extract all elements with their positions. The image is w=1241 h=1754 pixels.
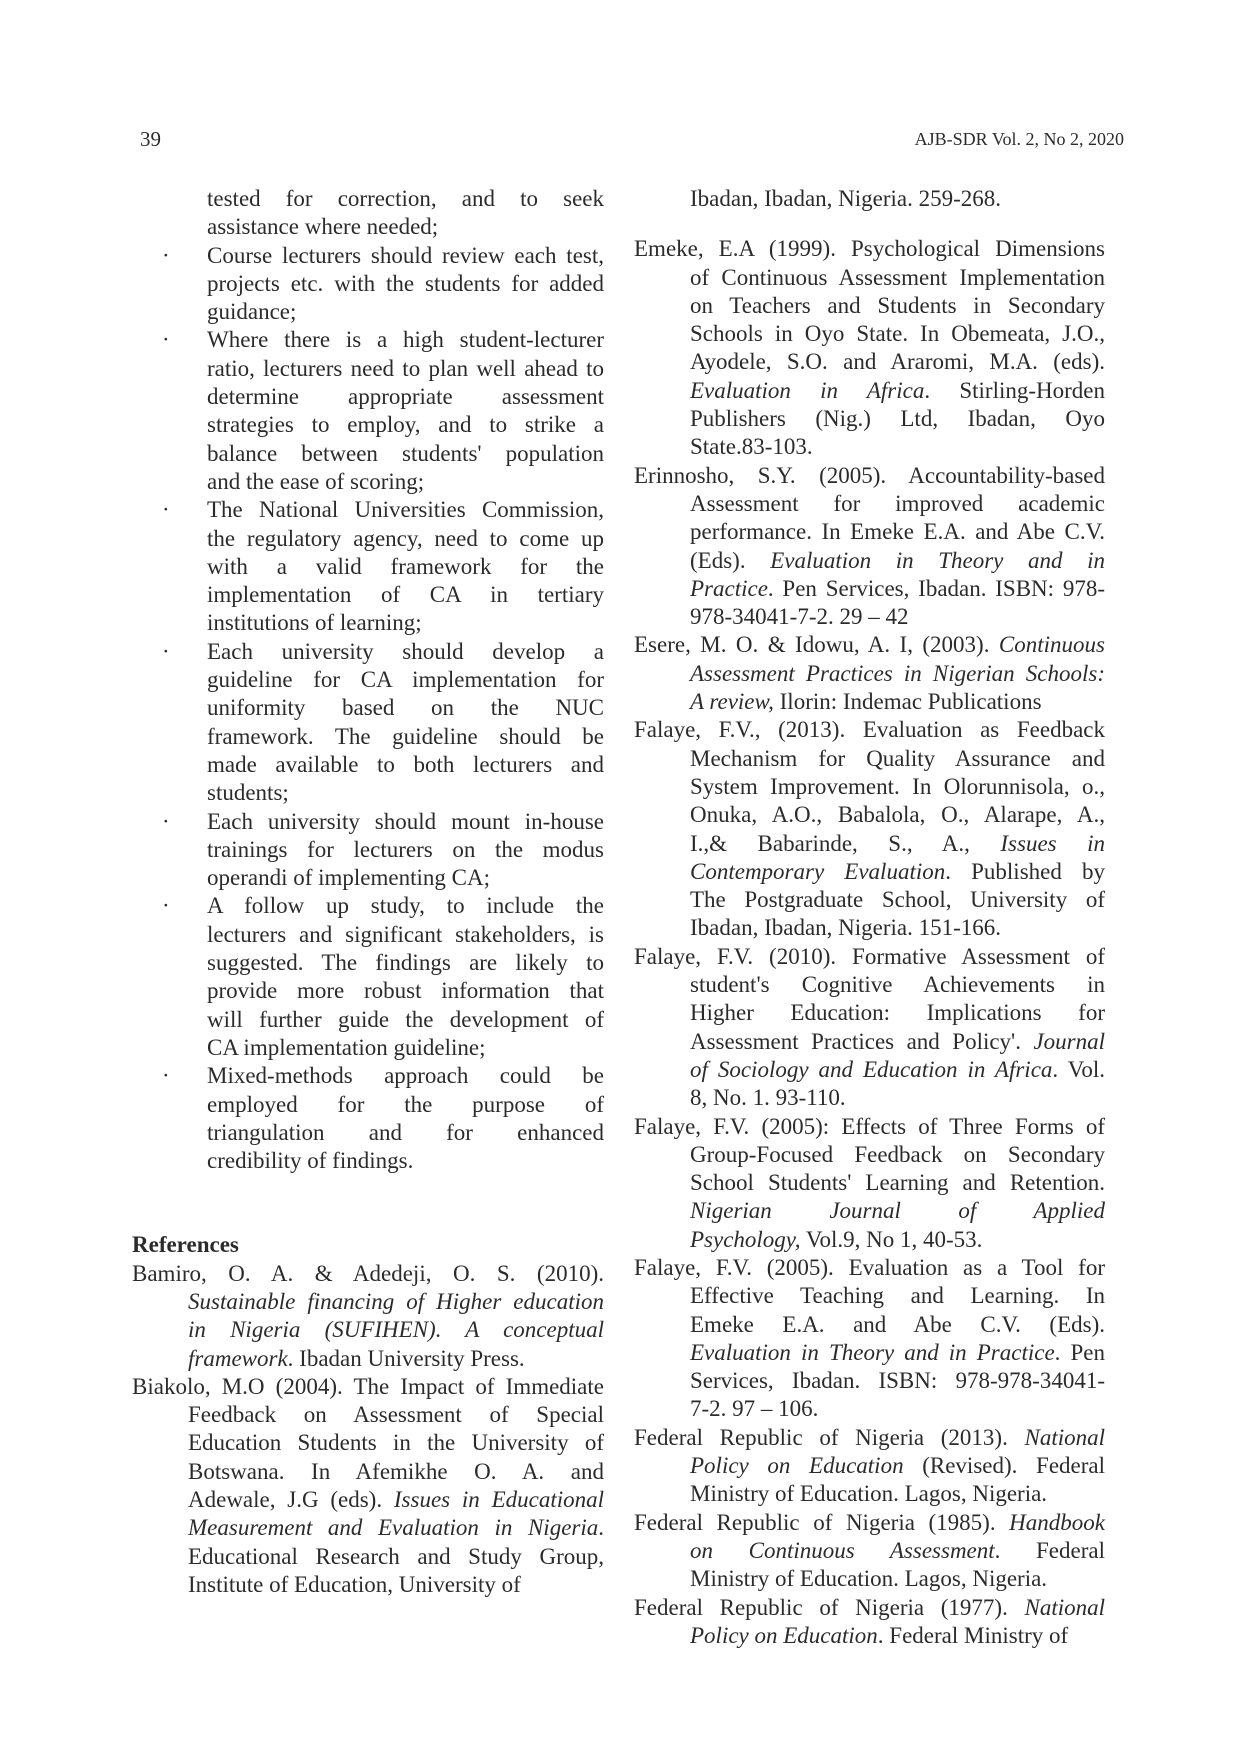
reference-text: Falaye, F.V. (2005): Effects of Three Forms of [634,1113,1105,1139]
bullet-item [132,808,604,893]
reference-text: Assessment for improved academic [690,490,1105,516]
reference-line [634,1339,1105,1367]
reference-text: Federal Republic of Nigeria (1985). [634,1509,1010,1535]
reference-text: Ministry of Education. Lagos, Nigeria. [690,1481,1048,1507]
reference-text: . Stirling-Horden [924,377,1105,403]
reference-line [132,1514,604,1542]
text-line: the regulatory agency, need to come up [207,525,604,551]
reference-line [634,1594,1105,1622]
reference-text: Mechanism for Quality Assurance and [690,745,1105,771]
reference-line [634,518,1105,546]
reference-line [634,185,1105,213]
reference-line [634,1424,1105,1452]
bullet-dot-icon: · [162,893,170,919]
reference-line [634,745,1105,773]
reference-text: performance. In Emeke E.A. and Abe C.V. [690,519,1105,545]
reference-entry [634,716,1105,942]
reference-entry [634,1594,1105,1651]
italic-title-text: Continuous [998,632,1105,658]
reference-text: Erinnosho, S.Y. (2005). Accountability-based [634,462,1105,488]
reference-text: I.,& Babarinde, S., A., [690,830,1001,856]
reference-line [634,1622,1105,1650]
italic-title-text: Sustainable financing of Higher education [188,1288,604,1314]
reference-line [634,547,1105,575]
reference-text: Institute of Education, University of [188,1571,521,1597]
text-line: credibility of findings. [207,1148,414,1174]
reference-text: Bamiro, O. A. & Adedeji, O. S. (2010). [132,1260,604,1286]
italic-title-text: Issues in Educational [393,1487,604,1513]
reference-line [634,1452,1105,1480]
reference-line [634,235,1105,263]
reference-line [634,688,1105,716]
text-line: ratio, lecturers need to plan well ahead to [207,355,604,381]
text-line: and the ease of scoring; [207,468,425,494]
reference-line [634,999,1105,1027]
reference-line [634,575,1105,603]
reference-text: 8, No. 1. 93-110. [690,1085,846,1111]
reference-text: . Published by [945,858,1105,884]
reference-text: . Vol. [1052,1056,1106,1082]
reference-line [132,1429,604,1457]
reference-entry [634,462,1105,632]
italic-title-text: Evaluation in Africa [690,377,925,403]
reference-text: Adewale, J.G (eds). [188,1487,394,1513]
reference-line [634,1169,1105,1197]
bullet-item [132,638,604,808]
reference-text: . Federal [994,1537,1105,1563]
reference-line [132,1288,604,1316]
text-line: students; [207,780,289,806]
text-line: suggested. The findings are likely to [207,950,604,976]
right-column [634,185,1105,1650]
reference-text: Emeke, E.A (1999). Psychological Dimensions [634,236,1105,262]
reference-text: (Eds). [690,547,771,573]
text-line: institutions of learning; [207,610,422,636]
text-line: Each university should develop a [207,638,604,664]
reference-text: Esere, M. O. & Idowu, A. I, (2003). [634,632,999,658]
reference-line [634,1141,1105,1169]
reference-line [634,1056,1105,1084]
recommendations-list [132,242,604,1176]
italic-title-text: framework [188,1345,288,1371]
text-line: assistance where needed; [207,214,439,240]
reference-line [634,1537,1105,1565]
italic-title-text: Policy on Education [690,1622,878,1648]
reference-text: Falaye, F.V. (2005). Evaluation as a Tool for [634,1254,1105,1280]
reference-entry [132,1373,604,1599]
text-line: tested for correction, and to seek [207,186,604,211]
reference-text: Schools in Oyo State. In Obemeata, J.O., [690,321,1105,347]
text-line: provide more robust information that [207,978,604,1004]
reference-text: Higher Education: Implications for [690,1000,1105,1026]
spacer [132,1175,604,1231]
reference-line [634,490,1105,518]
italic-title-text: Journal [1033,1028,1105,1054]
reference-line [132,1458,604,1486]
reference-line [634,801,1105,829]
reference-line [634,405,1105,433]
text-line: Where there is a high student-lecturer [207,327,604,353]
reference-line [634,660,1105,688]
reference-line [634,462,1105,490]
reference-entry [634,631,1105,716]
text-line: The National Universities Commission, [207,497,604,523]
continued-reference-text [634,185,1105,213]
reference-text: State.83-103. [690,434,813,460]
bullet-dot-icon: · [162,1063,170,1089]
reference-line [132,1316,604,1344]
reference-text: Ayodele, S.O. and Araromi, M.A. (eds). [690,349,1105,375]
spacer [634,213,1105,235]
reference-text: Federal Republic of Nigeria (1977). [634,1594,1025,1620]
text-line: uniformity based on the NUC [207,695,604,721]
text-line: balance between students' population [207,440,604,466]
reference-line [634,886,1105,914]
text-line: CA implementation guideline; [207,1034,486,1060]
text-line: triangulation and for enhanced [207,1119,604,1145]
text-line: will further guide the development of [207,1006,604,1032]
italic-title-text: National [1024,1594,1105,1620]
text-line: projects etc. with the students for added [207,270,604,296]
reference-text: System Improvement. In Olorunnisola, o., [690,773,1105,799]
reference-line [634,264,1105,292]
reference-text: . [598,1515,604,1541]
reference-text: of Continuous Assessment Implementation [690,264,1105,290]
references-heading: References [132,1232,239,1258]
text-line: guidance; [207,299,297,325]
reference-text: Educational Research and Study Group, [188,1543,604,1569]
reference-line [634,1311,1105,1339]
reference-text: on Teachers and Students in Secondary [690,292,1105,318]
text-line: employed for the purpose of [207,1091,604,1117]
text-line: implementation of CA in tertiary [207,582,604,608]
left-column [132,185,604,1599]
italic-title-text: Assessment Practices in Nigerian Schools: [690,660,1105,686]
reference-line [634,377,1105,405]
bullet-dot-icon: · [162,808,170,834]
reference-line [634,1084,1105,1112]
references-list-left [132,1260,604,1600]
reference-entry [634,1254,1105,1424]
italic-title-text: Evaluation in Theory and in Practice [690,1339,1055,1365]
reference-line [634,1254,1105,1282]
text-line: with a valid framework for the [207,553,604,579]
bullet-dot-icon: · [162,327,170,353]
italic-title-text: Issues in [1000,830,1105,856]
reference-text: 7-2. 97 – 106. [690,1396,819,1422]
reference-line [634,1509,1105,1537]
reference-line [634,943,1105,971]
reference-line [132,1571,604,1599]
reference-entry [634,1509,1105,1594]
reference-line [634,320,1105,348]
reference-line [132,1401,604,1429]
reference-line [634,830,1105,858]
reference-text: student's Cognitive Achievements in [690,972,1105,998]
italic-title-text: National [1024,1424,1105,1450]
reference-text: Education Students in the University of [188,1430,604,1456]
text-line: lecturers and significant stakeholders, is [207,921,604,947]
reference-line [634,1367,1105,1395]
text-line: made available to both lecturers and [207,751,604,777]
italic-title-text: Practice [690,575,768,601]
bullet-item [132,1062,604,1175]
reference-text: Assessment Practices and Policy'. [690,1028,1034,1054]
reference-line [634,858,1105,886]
bullet-item [132,496,604,637]
reference-line [132,1345,604,1373]
reference-text: Publishers (Nig.) Ltd, Ibadan, Oyo [690,406,1105,432]
reference-text: The Postgraduate School, University of [690,887,1105,913]
italic-title-text: Measurement and Evaluation in Nigeria [188,1515,599,1541]
reference-text: . Pen [1054,1339,1105,1365]
italic-title-text: Contemporary Evaluation [690,858,946,884]
page-number: 39 [140,127,161,151]
reference-line [634,1028,1105,1056]
reference-line [634,1565,1105,1593]
text-line: guideline for CA implementation for [207,667,604,693]
italic-title-text: Nigerian Journal of Applied [690,1198,1105,1224]
reference-entry [634,943,1105,1113]
reference-line [634,603,1105,631]
reference-text: 978-34041-7-2. 29 – 42 [690,604,909,630]
italic-title-text: Handbook [1009,1509,1105,1535]
reference-text: Vol.9, No 1, 40-53. [800,1226,983,1252]
reference-text: Biakolo, M.O (2004). The Impact of Immediate [132,1373,604,1399]
reference-line [634,1480,1105,1508]
bullet-item [132,892,604,1062]
text-line: framework. The guideline should be [207,723,604,749]
reference-text: Group-Focused Feedback on Secondary [690,1141,1105,1167]
reference-line [132,1486,604,1514]
bullet-dot-icon: · [162,638,170,664]
reference-text: School Students' Learning and Retention. [690,1170,1105,1196]
bullet-dot-icon: · [162,242,170,268]
text-line: Mixed-methods approach could be [207,1063,604,1089]
reference-line [132,1260,604,1288]
reference-text: Ibadan, Ibadan, Nigeria. 259-268. [690,186,1002,211]
text-line: Course lecturers should review each test, [207,242,604,268]
reference-text: Falaye, F.V., (2013). Evaluation as Feedback [634,717,1105,743]
reference-text: Ilorin: Indemac Publications [773,689,1042,715]
reference-line [634,1113,1105,1141]
italic-title-text: in Nigeria (SUFIHEN). A conceptual [188,1317,604,1343]
reference-line [634,348,1105,376]
bullet-dot-icon: · [162,497,170,523]
reference-text: Effective Teaching and Learning. In [690,1283,1105,1309]
reference-text: Services, Ibadan. ISBN: 978-978-34041- [690,1368,1105,1394]
text-line: trainings for lecturers on the modus [207,836,604,862]
running-head: AJB-SDR Vol. 2, No 2, 2020 [914,129,1124,149]
reference-entry [634,1424,1105,1509]
bullet-item [132,326,604,496]
italic-title-text: Evaluation in Theory and in [770,547,1105,573]
italic-title-text: of Sociology and Education in Africa [690,1056,1053,1082]
reference-text: Ibadan, Ibadan, Nigeria. 151-166. [690,915,1002,941]
reference-text: Feedback on Assessment of Special [188,1402,604,1428]
reference-text: Onuka, A.O., Babalola, O., Alarape, A., [690,802,1105,828]
reference-text: . Federal Ministry of [877,1622,1069,1648]
reference-text: (Revised). Federal [903,1453,1105,1479]
reference-text: . Pen Services, Ibadan. ISBN: 978- [767,575,1105,601]
reference-line [634,1395,1105,1423]
reference-line [634,1197,1105,1225]
reference-line [634,1226,1105,1254]
bullet-item [132,242,604,327]
reference-text: Ministry of Education. Lagos, Nigeria. [690,1566,1048,1592]
text-line: operandi of implementing CA; [207,865,490,891]
reference-line [634,292,1105,320]
text-line: Each university should mount in-house [207,808,604,834]
italic-title-text: Psychology, [690,1226,801,1252]
reference-text: Federal Republic of Nigeria (2013). [634,1424,1025,1450]
reference-line [634,433,1105,461]
reference-line [132,1543,604,1571]
reference-line [132,1373,604,1401]
text-line: determine appropriate assessment [207,384,604,410]
continued-bullet-text [132,185,604,242]
reference-text: Botswana. In Afemikhe O. A. and [188,1458,604,1484]
reference-entry [634,235,1105,461]
italic-title-text: Policy on Education [690,1453,904,1479]
text-line: A follow up study, to include the [207,893,604,919]
reference-line [634,631,1105,659]
reference-line [634,1282,1105,1310]
reference-line [634,773,1105,801]
italic-title-text: on Continuous Assessment [690,1537,995,1563]
reference-line [634,971,1105,999]
references-list-right [634,235,1105,1650]
reference-text: Falaye, F.V. (2010). Formative Assessment of [634,943,1105,969]
reference-entry [132,1260,604,1373]
reference-line [634,914,1105,942]
reference-entry [634,1113,1105,1254]
text-line: strategies to employ, and to strike a [207,412,604,438]
italic-title-text: A review, [690,689,774,715]
reference-line [634,716,1105,744]
reference-text: Emeke E.A. and Abe C.V. (Eds). [690,1311,1105,1337]
reference-text: . Ibadan University Press. [287,1345,525,1371]
